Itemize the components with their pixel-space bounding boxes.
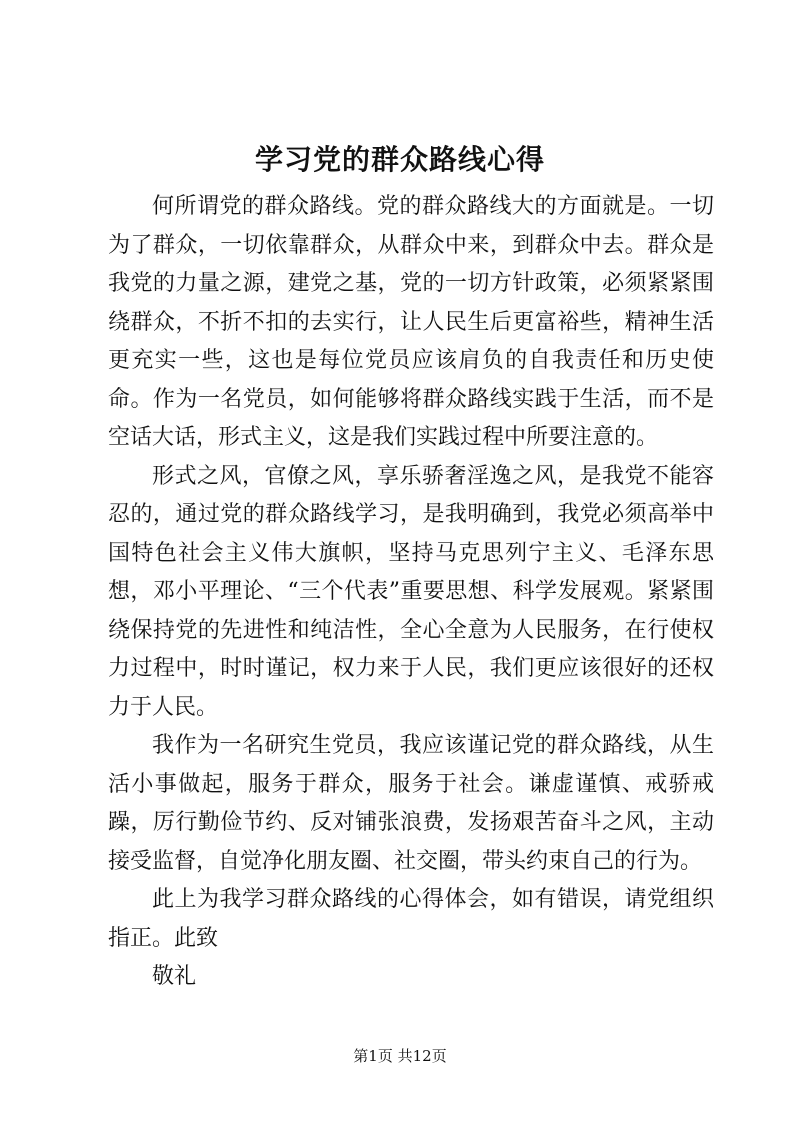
document-body <box>108 188 714 997</box>
paragraph-3: 我作为一名研究生党员，我应该谨记党的群众路线，从生活小事做起，服务于群众，服务于社会。谦虚谨慎、戒骄戒躁，厉行勤俭节约、反对铺张浪费，发扬艰苦奋斗之风，主动接受监督，自觉净化朋友圈、社交圈，带头约束自己的行为。 <box>108 733 714 874</box>
paragraph-1: 何所谓党的群众路线。党的群众路线大的方面就是。一切为了群众，一切依靠群众，从群众中来，到群众中去。群众是我党的力量之源，建党之基，党的一切方针政策，必须紧紧围绕群众，不折不扣的去实行，让人民生后更富裕些，精神生活更充实一些，这也是每位党员应该肩负的自我责任和历史使命。作为一名党员，如何能够将群众路线实践于生活，而不是空话大话，形式主义，这是我们实践过程中所要注意的。 <box>108 194 714 450</box>
paragraph-closing: 敬礼 <box>152 964 197 989</box>
paragraph-2: 形式之风，官僚之风，享乐骄奢淫逸之风，是我党不能容忍的，通过党的群众路线学习，是我明确到，我党必须高举中国特色社会主义伟大旗帜，坚持马克思列宁主义、毛泽东思想，邓小平理论、“三个代表”重要思想、科学发展观。紧紧围绕保持党的先进性和纯洁性，全心全意为人民服务，在行使权力过程中，时时谨记，权力来于人民，我们更应该很好的还权力于人民。 <box>108 463 714 720</box>
paragraph-4: 此上为我学习群众路线的心得体会，如有错误，请党组织指正。此致 <box>108 887 714 951</box>
page-footer: 第1页 共12页 <box>353 1047 447 1065</box>
document-title: 学习党的群众路线心得 <box>254 143 545 176</box>
